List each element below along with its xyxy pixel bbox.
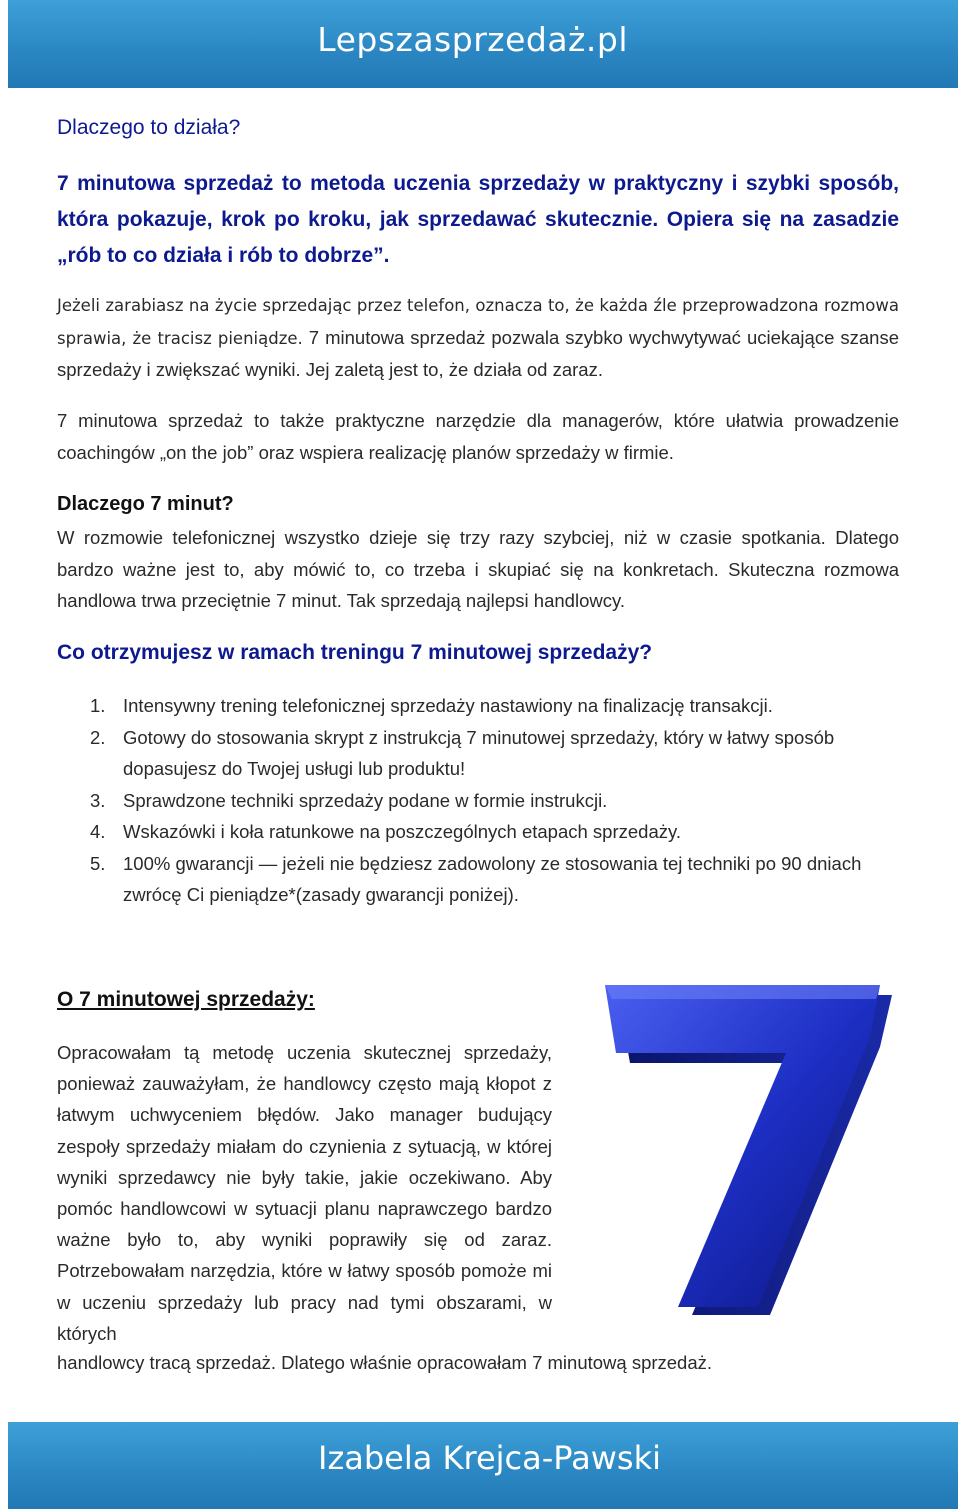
intro-paragraph: 7 minutowa sprzedaż to metoda uczenia sprzedaży w praktyczny i szybki sposób, która pokazuje, krok po kroku, jak sprzedawać skutecznie. Opiera się na zasadzie „rób to co działa i rób to dobrze”. <box>57 172 899 267</box>
list-item <box>57 722 907 785</box>
section-heading-what-you-get: Co otrzymujesz w ramach treningu 7 minutowej sprzedaży? <box>57 641 653 664</box>
list-item-text: 100% gwarancji — jeżeli nie będziesz zadowolony ze stosowania tej techniki po 90 dniach zwrócę Ci pieniądze*(zasady gwarancji poniżej). <box>123 852 862 905</box>
list-item-text: Wskazówki i koła ratunkowe na poszczególnych etapach sprzedaży. <box>123 821 682 842</box>
list-item <box>57 785 907 817</box>
list-item <box>57 690 907 722</box>
header-banner <box>8 0 958 88</box>
list-item-number: 3. <box>90 789 106 811</box>
list-item <box>57 848 907 911</box>
section-heading-about: O 7 minutowej sprzedaży: <box>57 988 315 1011</box>
about-paragraph: Opracowałam tą metodę uczenia skutecznej sprzedaży, ponieważ zauważyłam, że handlowcy często mają kłopot z łatwym uchwyceniem błędów. Jako manager budujący zespoły sprzedaży miałam do czynienia z sytuacją, w której wyniki sprzedawcy nie były takie, jakie oczekiwano. Aby pomóc handlowcowi w sytuacji planu naprawczego bardzo ważne było to, aby wyniki poprawiły się od zaraz. Potrzebowałam narzędzia, które w łatwy sposób pomoże mi w uczeniu sprzedaży lub pracy nad tymi obszarami, w których <box>57 1042 552 1344</box>
list-item-text: Intensywny trening telefonicznej sprzedaży nastawiony na finalizację transakcji. <box>123 695 773 716</box>
paragraph-phone-sales-part2: 7 minutowa sprzedaż pozwala szybko wychwytywać uciekające szanse sprzedaży i zwiększać wyniki. Jej zaletą jest to, że działa od zaraz. <box>57 326 899 380</box>
benefits-list <box>57 690 907 911</box>
paragraph-phone-sales-part1: Jeżeli zarabiasz na życie sprzedając przez telefon, oznacza to, że każda źle przeprowadzona rozmowa sprawia, że tracisz pieniądze. <box>57 296 899 348</box>
list-item <box>57 816 907 848</box>
site-name: Lepszasprzedaż.pl <box>317 20 628 59</box>
list-item-text: Gotowy do stosowania skrypt z instrukcją 7 minutowej sprzedaży, który w łatwy sposób dopasujesz do Twojej usługi lub produktu! <box>123 726 835 779</box>
author-name: Izabela Krejca-Pawski <box>318 1439 662 1477</box>
list-item-number: 1. <box>90 695 106 716</box>
paragraph-why-7-minutes: W rozmowie telefonicznej wszystko dzieje się trzy razy szybciej, niż w czasie spotkania. Dlatego bardzo ważne jest to, aby mówić to, co trzeba i skupiać się na konkretach. Skuteczna rozmowa handlowa trwa przeciętnie 7 minut. Tak sprzedają najlepsi handlowcy. <box>57 527 899 611</box>
section-heading-why-it-works: Dlaczego to działa? <box>57 116 241 139</box>
footer-banner <box>8 1422 958 1509</box>
about-paragraph-last-line: handlowcy tracą sprzedaż. Dlatego właśnie opracowałam 7 minutową sprzedaż. <box>57 1352 713 1373</box>
section-heading-why-7-minutes: Dlaczego 7 minut? <box>57 493 234 515</box>
paragraph-managers: 7 minutowa sprzedaż to także praktyczne narzędzie dla managerów, które ułatwia prowadzenie coachingów „on the job” oraz wspiera realizację planów sprzedaży w firmie. <box>57 410 899 463</box>
paragraph-phone-sales <box>57 290 899 387</box>
list-item-number: 2. <box>90 726 106 748</box>
list-item-number: 5. <box>90 852 106 874</box>
list-item-number: 4. <box>90 821 106 842</box>
blue-number-seven-icon <box>580 985 910 1315</box>
list-item-text: Sprawdzone techniki sprzedaży podane w formie instrukcji. <box>123 789 608 811</box>
